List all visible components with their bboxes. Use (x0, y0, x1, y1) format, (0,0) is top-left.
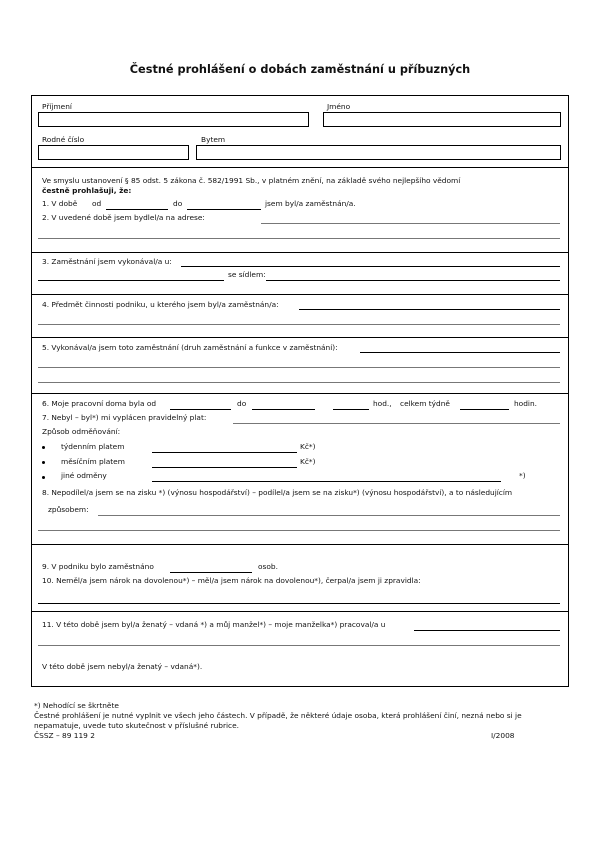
item6-week: celkem týdně (400, 399, 450, 408)
item2-line-2[interactable] (38, 238, 560, 239)
address-field[interactable] (196, 145, 561, 160)
monthly-line[interactable] (152, 467, 297, 468)
section-divider (31, 337, 569, 338)
item9-suffix: osob. (258, 562, 278, 571)
item9-prefix: 9. V podniku bylo zaměstnáno (42, 562, 154, 571)
item5-label: 5. Vykonával/a jsem toto zaměstnání (druh zaměstnání a funkce v zaměstnání): (42, 343, 338, 352)
bullet-icon (42, 461, 45, 464)
item10-label: 10. Neměl/a jsem nárok na dovolenou*) – měl/a jsem nárok na dovolenou*), čerpal/a jsem ji zpravidla: (42, 576, 421, 585)
item6-prefix: 6. Moje pracovní doma byla od (42, 399, 157, 408)
form-code: ČSSZ – 89 119 2 (34, 731, 95, 740)
item6-hod: hod., (373, 399, 392, 408)
section-divider (31, 544, 569, 545)
name-field[interactable] (323, 112, 561, 127)
item11-label: 11. V této době jsem byl/a ženatý – vdaná *) a můj manžel*) – moje manželka*) pracoval/a u (42, 620, 386, 629)
item2-label: 2. V uvedené době jsem bydlel/a na adrese: (42, 213, 205, 222)
item6-to-line[interactable] (252, 409, 315, 410)
item3-seat-line[interactable] (266, 280, 560, 281)
item8-line[interactable] (98, 515, 560, 516)
item5-line[interactable] (360, 352, 560, 353)
surname-field[interactable] (38, 112, 309, 127)
weekly-currency: Kč*) (300, 442, 316, 451)
item4-label: 4. Předmět činnosti podniku, u kterého jsem byl/a zaměstnán/a: (42, 300, 279, 309)
item4-line[interactable] (299, 309, 560, 310)
declaration-bold: čestně prohlašuji, že: (42, 186, 132, 195)
weekly-label: týdenním platem (61, 442, 125, 451)
address-label: Bytem (201, 135, 226, 144)
item4-line-2[interactable] (38, 324, 560, 325)
item1-do: do (173, 199, 183, 208)
item1-to-line[interactable] (187, 209, 261, 210)
section-divider (31, 393, 569, 394)
item11-not-married: V této době jsem nebyl/a ženatý – vdaná*). (42, 662, 203, 671)
birth-number-field[interactable] (38, 145, 189, 160)
section-divider (31, 252, 569, 253)
bullet-icon (42, 476, 45, 479)
item3-seat: se sídlem: (228, 270, 266, 279)
form-version: I/2008 (491, 731, 515, 740)
bullet-icon (42, 446, 45, 449)
section-divider (31, 294, 569, 295)
item8-label: 8. Nepodílel/a jsem se na zisku *) (výnosu hospodářství) – podílel/a jsem se na zisku*) (výnosu hospodářství), a to následujícím (42, 488, 513, 497)
monthly-currency: Kč*) (300, 457, 316, 466)
item11-line[interactable] (414, 630, 560, 631)
item1-from-line[interactable] (106, 209, 168, 210)
surname-label: Příjmení (42, 102, 72, 111)
item8-way: způsobem: (48, 505, 89, 514)
weekly-line[interactable] (152, 452, 297, 453)
item3-label: 3. Zaměstnání jsem vykonával/a u: (42, 257, 172, 266)
other-line[interactable] (152, 481, 501, 482)
footer-note: *) Nehodící se škrtněte (34, 701, 119, 710)
item9-line[interactable] (170, 572, 252, 573)
item1-suffix: jsem byl/a zaměstnán/a. (265, 199, 356, 208)
birth-number-label: Rodné číslo (42, 135, 85, 144)
other-asterisk: *) (519, 471, 526, 480)
item11-line-2[interactable] (38, 645, 560, 646)
monthly-label: měsíčním platem (61, 457, 125, 466)
item6-from-line[interactable] (170, 409, 231, 410)
item6-week-line[interactable] (460, 409, 509, 410)
declaration-intro: Ve smyslu ustanovení § 85 odst. 5 zákona č. 582/1991 Sb., v platném znění, na základě svého nejlepšího vědomí (42, 176, 461, 185)
footer-line1: Čestné prohlášení je nutné vyplnit ve všech jeho částech. V případě, že některé údaje osoba, která prohlášení činí, nezná nebo si je (34, 711, 522, 720)
item7-line[interactable] (233, 423, 560, 424)
item6-hodin: hodin. (514, 399, 537, 408)
item6-do: do (237, 399, 247, 408)
item10-line[interactable] (38, 603, 560, 604)
item7-label: 7. Nebyl – byl*) mi vyplácen pravidelný plat: (42, 413, 207, 422)
item2-line[interactable] (261, 223, 560, 224)
section-divider (31, 167, 569, 168)
footer-line2: nepamatuje, uvede tuto skutečnost v příslušné rubrice. (34, 721, 239, 730)
other-label: jiné odměny (61, 471, 107, 480)
page-title: Čestné prohlášení o dobách zaměstnání u příbuzných (129, 63, 471, 76)
item3-line-2[interactable] (38, 280, 224, 281)
item8-line-2[interactable] (38, 530, 560, 531)
item1-od: od (92, 199, 102, 208)
item1-prefix: 1. V době (42, 199, 78, 208)
item6-hours-line[interactable] (333, 409, 369, 410)
pay-method-label: Způsob odměňování: (42, 427, 121, 436)
item3-line[interactable] (181, 266, 560, 267)
item5-line-2[interactable] (38, 367, 560, 368)
section-divider (31, 611, 569, 612)
name-label: Jméno (327, 102, 351, 111)
item5-line-3[interactable] (38, 382, 560, 383)
